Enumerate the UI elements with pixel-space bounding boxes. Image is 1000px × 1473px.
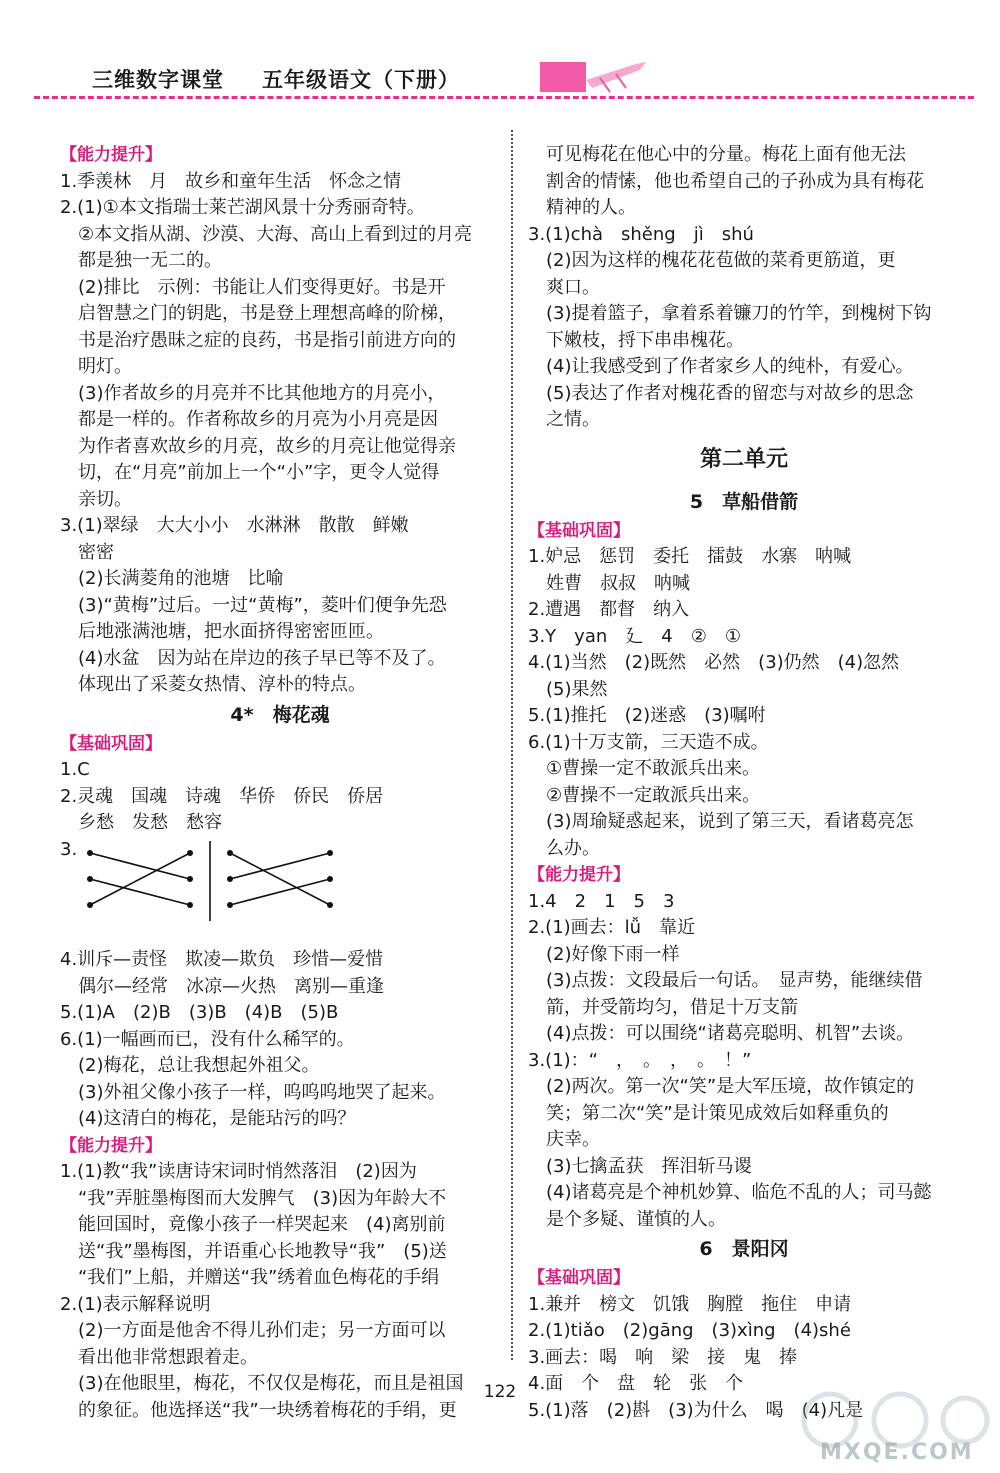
left-line-18: 后地涨满池塘，把水面挤得密密匝匝。	[60, 621, 384, 642]
left-line-25: 乡愁 发愁 愁容	[60, 812, 222, 833]
rocket-icon	[540, 58, 650, 98]
right-line-32: (4)点拨：可以围绕“诸葛亮聪明、机智”去谈。	[528, 1023, 915, 1044]
right-line-35: 笑；第二次“笑”是计策见成效后如释重负的	[528, 1102, 889, 1124]
right-line-20: 5.(1)推托 (2)迷惑 (3)嘱咐	[528, 705, 766, 726]
right-line-10: 之情。	[528, 409, 600, 430]
right-line-44: 3.画去：喝 响 梁 接 鬼 捧	[528, 1346, 798, 1368]
left-line-1: 1.季羡林 月 故乡和童年生活 怀念之情	[60, 170, 402, 192]
right-line-25: 么办。	[528, 837, 600, 859]
right-line-41: 【基础巩固】	[528, 1268, 630, 1288]
right-line-5: 爽口。	[528, 276, 600, 298]
right-line-21: 6.(1)十万支箭，三天造不成。	[528, 731, 769, 753]
right-line-26: 【能力提升】	[528, 865, 630, 885]
right-column	[528, 142, 960, 1424]
right-line-15: 姓曹 叔叔 呐喊	[528, 572, 690, 594]
header-divider	[34, 96, 974, 99]
right-line-37: (3)七擒孟获 挥泪斩马谡	[528, 1155, 752, 1177]
right-line-16: 2.遭遇 都督 纳入	[528, 599, 690, 620]
left-line-24: 2.灵魂 国魂 诗魂 华侨 侨民 侨居	[60, 785, 384, 807]
right-line-1: 割舍的情愫，他也希望自己的子孙成为具有梅花	[528, 170, 924, 192]
page-header	[0, 0, 1000, 110]
left-line-8: 明灯。	[60, 356, 132, 377]
watermark-text: MXQE.COM	[820, 1440, 974, 1465]
right-line-28: 2.(1)画去：lǚ 靠近	[528, 917, 696, 938]
left-line-14: 3.(1)翠绿 大大小小 水淋淋 散散 鲜嫩	[60, 515, 409, 536]
left-line-12: 切，在“月亮”前加上一个“小”字，更令人觉得	[60, 462, 440, 483]
page-number: 122	[483, 1382, 517, 1402]
series-title: 三维数字课堂	[92, 68, 224, 92]
left-line-42: 看出他非常想跟着走。	[60, 1346, 258, 1368]
right-line-24: (3)周瑜疑惑起来，说到了第三天，看诸葛亮怎	[528, 811, 914, 832]
right-line-17: 3.Y yan 廴 4 ② ①	[528, 625, 741, 647]
left-line-20: 体现出了采菱女热情、淳朴的特点。	[60, 674, 366, 695]
left-line-32: (3)外祖父像小孩子一样，呜呜呜地哭了起来。	[60, 1081, 446, 1103]
right-line-7: 下嫩枝，捋下串串槐花。	[528, 329, 744, 351]
left-line-36: “我”弄脏墨梅图而大发脾气 (3)因为年龄大不	[60, 1187, 447, 1209]
left-line-23: 1.C	[60, 759, 90, 780]
right-line-33: 3.(1)：“ ， 。 ， 。 ！”	[528, 1049, 752, 1071]
left-line-7: 书是治疗愚昧之症的良药，书是指引前进方向的	[60, 329, 456, 351]
book-title: 五年级语文（下册）	[262, 68, 460, 92]
left-line-35: 1.(1)教“我”读唐诗宋词时悄然落泪 (2)因为	[60, 1161, 417, 1182]
right-line-18: 4.(1)当然 (2)既然 必然 (3)仍然 (4)忽然	[528, 652, 900, 673]
left-line-27: 4.训斥—责怪 欺凌—欺负 珍惜—爱惜	[60, 949, 384, 970]
left-line-31: (2)梅花，总让我想起外祖父。	[60, 1055, 320, 1076]
left-line-30: 6.(1)一幅画而已，没有什么稀罕的。	[60, 1028, 355, 1050]
left-line-21: 4* 梅花魂	[230, 703, 330, 726]
right-line-46: 5.(1)落 (2)斟 (3)为什么 喝 (4)凡是	[528, 1399, 864, 1421]
right-line-39: 是个多疑、谨慎的人。	[528, 1208, 726, 1230]
left-line-28: 偶尔—经常 冰凉—火热 离别—重逢	[60, 975, 384, 997]
left-line-3: ②本文指从湖、沙漠、大海、高山上看到过的月亮	[60, 223, 473, 245]
left-line-10: 都是一样的。作者称故乡的月亮为小月亮是因	[60, 409, 438, 430]
left-line-43: (3)在他眼里，梅花，不仅仅是梅花，而且是祖国	[60, 1373, 464, 1394]
left-line-19: (4)水盆 因为站在岸边的孩子早已等不及了。	[60, 647, 446, 669]
right-line-38: (4)诸葛亮是个神机妙算、临危不乱的人；司马懿	[528, 1182, 932, 1203]
left-line-11: 为作者喜欢故乡的月亮，故乡的月亮让他觉得亲	[60, 435, 456, 457]
left-line-34: 【能力提升】	[60, 1135, 162, 1156]
right-line-11: 第二单元	[699, 446, 788, 472]
left-line-0: 【能力提升】	[60, 145, 162, 165]
right-line-29: (2)好像下雨一样	[528, 943, 680, 965]
matching-lines-figure	[60, 863, 500, 947]
left-line-16: (2)长满菱角的池塘 比喻	[60, 568, 284, 589]
left-line-15: 密密	[60, 541, 114, 563]
right-line-2: 精神的人。	[528, 197, 636, 218]
left-line-29: 5.(1)A (2)B (3)B (4)B (5)B	[60, 1002, 339, 1023]
right-line-19: (5)果然	[528, 678, 608, 700]
right-line-13: 【基础巩固】	[528, 520, 630, 541]
left-line-13: 亲切。	[60, 488, 132, 510]
right-line-3: 3.(1)chà shěng jì shú	[528, 223, 754, 245]
left-line-44: 的象征。他选择送“我”一块绣着梅花的手绢，更	[60, 1399, 457, 1421]
right-line-34: (2)两次。第一次“笑”是大军压境，故作镇定的	[528, 1076, 915, 1097]
right-line-22: ①曹操一定不敢派兵出来。	[528, 758, 761, 779]
left-line-4: 都是独一无二的。	[60, 250, 222, 271]
right-line-45: 4.面 个 盘 轮 张 个	[528, 1373, 744, 1394]
right-line-8: (4)让我感受到了作者家乡人的纯朴，有爱心。	[528, 356, 914, 377]
left-line-2: 2.(1)①本文指瑞士莱芒湖风景十分秀丽奇特。	[60, 197, 425, 218]
right-line-27: 1.4 2 1 5 3	[528, 890, 675, 912]
right-line-40: 6 景阳冈	[699, 1238, 789, 1260]
right-line-42: 1.兼并 榜文 饥饿 胸膛 拖住 申请	[528, 1293, 852, 1315]
right-line-23: ②曹操不一定敢派兵出来。	[528, 784, 761, 806]
right-line-14: 1.妒忌 惩罚 委托 擂鼓 水寨 呐喊	[528, 546, 852, 567]
left-line-6: 启智慧之门的钥匙，书是登上理想高峰的阶梯，	[60, 303, 456, 324]
left-line-39: “我们”上船，并赠送“我”绣着血色梅花的手绢	[60, 1267, 440, 1288]
right-line-36: 庆幸。	[528, 1129, 600, 1150]
left-line-9: (3)作者故乡的月亮并不比其他地方的月亮小，	[60, 382, 446, 404]
left-line-33: (4)这清白的梅花，是能玷污的吗？	[60, 1108, 356, 1129]
column-divider	[511, 130, 513, 1360]
right-line-9: (5)表达了作者对槐花香的留恋与对故乡的思念	[528, 382, 914, 404]
right-line-0: 可见梅花在他心中的分量。梅花上面有他无法	[528, 144, 906, 165]
right-line-30: (3)点拨：文段最后一句话。 显声势，能继续借	[528, 970, 923, 991]
right-line-43: 2.(1)tiǎo (2)gāng (3)xìng (4)shé	[528, 1320, 851, 1341]
left-line-37: 能回国时，竟像小孩子一样哭起来 (4)离别前	[60, 1214, 446, 1235]
left-line-40: 2.(1)表示解释说明	[60, 1293, 211, 1315]
right-line-6: (3)提着篮子，拿着系着镰刀的竹竿，到槐树下钩	[528, 303, 932, 324]
left-line-26: 3.	[60, 838, 78, 860]
left-column	[60, 142, 500, 1424]
left-line-22: 【基础巩固】	[60, 733, 162, 754]
left-line-17: (3)“黄梅”过后。一过“黄梅”，菱叶们便争先恐	[60, 594, 447, 616]
left-line-38: 送“我”墨梅图，并语重心长地教导“我” (5)送	[60, 1240, 447, 1262]
left-line-5: (2)排比 示例：书能让人们变得更好。书是开	[60, 276, 446, 298]
right-line-4: (2)因为这样的槐花花苞做的菜肴更筋道，更	[528, 250, 896, 271]
right-line-12: 5 草船借箭	[689, 490, 799, 513]
right-line-31: 箭，并受箭均匀，借足十万支箭	[528, 996, 798, 1018]
left-line-41: (2)一方面是他舍不得儿孙们走；另一方面可以	[60, 1320, 446, 1341]
